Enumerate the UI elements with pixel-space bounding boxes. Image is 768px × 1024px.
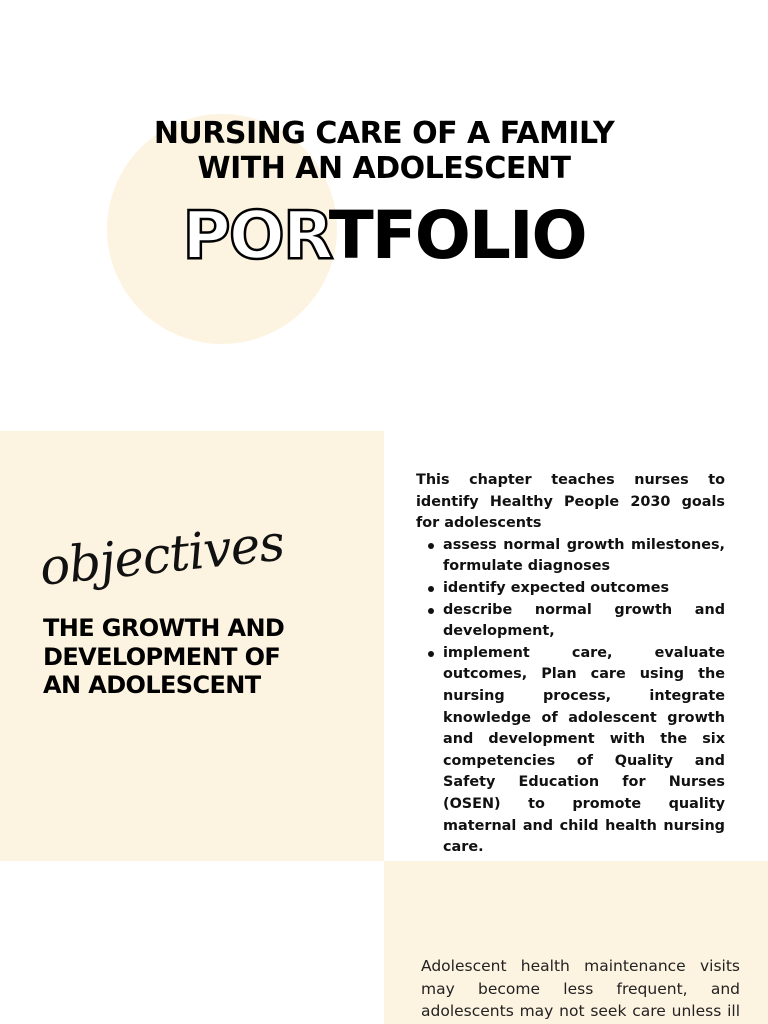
objectives-intro: This chapter teaches nurses to identify Healthy People 2030 goals for adolescents — [416, 472, 725, 532]
list-item: describe normal growth and development, — [443, 600, 725, 643]
portfolio-solid-text: TFOLIO — [328, 197, 586, 274]
health-maintenance-paragraph: Adolescent health maintenance visits may become less frequent, and adolescents may not seek care unless ill — [421, 957, 740, 1020]
list-item: identify expected outcomes — [443, 578, 725, 600]
heading-line: AN ADOLESCENT — [43, 671, 261, 699]
heading-line: DEVELOPMENT OF — [43, 642, 281, 671]
objectives-heading — [43, 614, 373, 700]
portfolio-outline-text: POR — [182, 197, 329, 274]
page-title — [0, 116, 768, 186]
objectives-script-label: objectives — [36, 513, 287, 597]
objectives-text — [416, 470, 725, 859]
title-line-1: NURSING CARE OF A FAMILY — [153, 116, 615, 151]
title-line-2: WITH AN ADOLESCENT — [197, 151, 571, 186]
objectives-list — [416, 535, 725, 859]
list-item: assess normal growth milestones, formulate diagnoses — [443, 535, 725, 578]
portfolio-wordmark — [0, 196, 768, 276]
heading-line: THE GROWTH AND — [43, 614, 285, 642]
list-item: implement care, evaluate outcomes, Plan care using the nursing process, integrate knowledge of adolescent growth and development with the six competencies of Quality and Safety Education for Nurses (OSEN) to promote quality maternal and child health nursing care. — [443, 643, 725, 859]
